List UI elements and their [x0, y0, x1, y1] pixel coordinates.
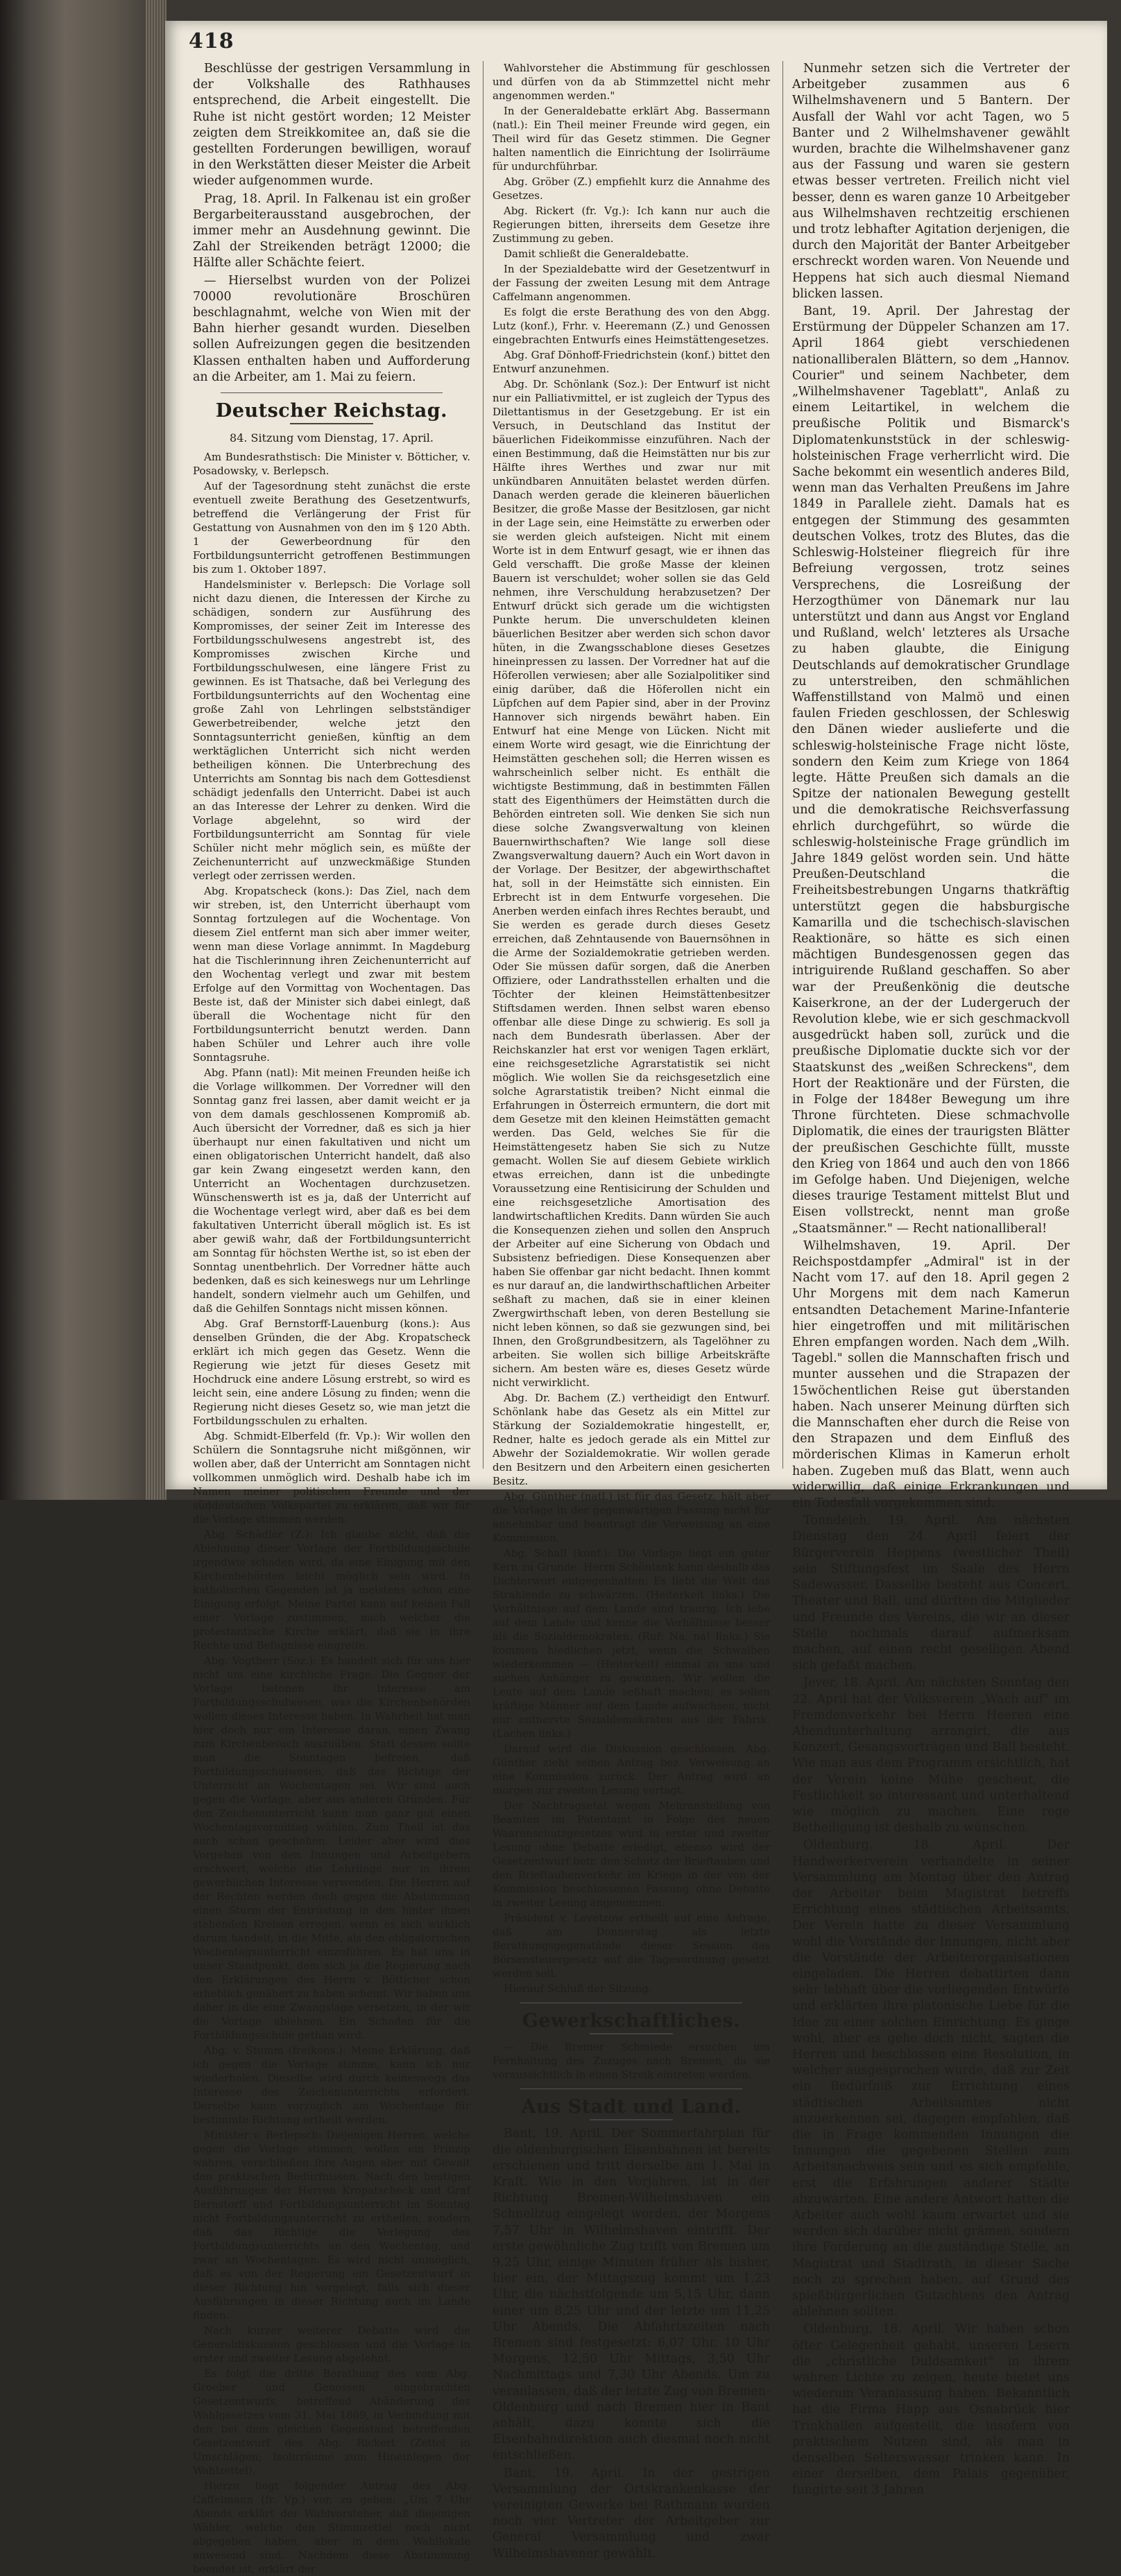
- title-underline: [590, 2033, 673, 2034]
- session-line: 84. Sitzung vom Dienstag, 17. April.: [230, 431, 434, 445]
- paragraph: Oldenburg, 18. April. Der Handwerkerverein verhandelte in seiner Versammlung am Montag über den Antrag der Arbeiter beim Magistrat betreffs Errichtung eines städtischen Arbeitsamts. Der Verein hatte zu dieser Versammlung wohl die Vorstände der Innungen, nicht aber die Vorstände der Arbeiterorganisationen eingeladen. Die Herren debattirten dann sehr lebhaft über die vorliegenden Entwürfe und erklärten ihre platonische Liebe für die Idee zu einer solchen Einrichtung. Es ginge wohl, aber es gehe doch nicht, sagten die Herren und beschlossen eine Resolution, in welcher ausgesprochen wurde, daß zur Zeit ein Bedürfniß zur Errichtung eines städtischen Arbeitsamtes nicht anzuerkennen sei, dagegen empfohlen, daß die in Frage kommenden Innungen die Innungen die gegebenen Stellen zum Arbeitsnachweis sein und es sich empfehle, erst die Erfahrungen anderer Städte abzuwarten. Eine andere Antwort hatten die Arbeiter auch wohl kaum erwartet und sie werden sich darüber nicht grämen, sondern ihre Forderung an die zuständige Stelle, an Magistrat und Stadtrath, in dieser Sache noch zu sprechen haben, auf Grund des spießbürgerlichen Gutachtens den Antrag ablehnen sollten.: [792, 1838, 1070, 2319]
- column-rule: [782, 61, 783, 1469]
- paragraph: Abg. Graf Bernstorff-Lauenburg (kons.): Aus denselben Gründen, die der Abg. Kropatscheck erklärt ich mich gegen das Gesetz. Wenn die Regierung wie jetzt für dieses Gesetz mit Hochdruck eine andere Lösung erstrebt, so wird es leicht sein, eine andere Lösung zu finden; wenn die Regierung nicht dieses Gesetz so, wie man jetzt die Fortbildungsschulen zu erhalten.: [193, 1317, 470, 1428]
- paragraph: Wahlvorsteher die Abstimmung für geschlossen und dürfen von da ab Stimmzettel nicht mehr angenommen werden.": [493, 62, 770, 102]
- paragraph: Jever, 18. April. Am nächsten Sonntag den 22. April hat der Volksverein „Wach auf" im Fremdenverkehr bei Herrn Heeren eine Abendunterhaltung arrangirt, die aus Konzert, Gesangsvorträgen und Ball besteht. Wie man aus dem Programm ersichtlich, hat der Verein keine Mühe gescheut, die Festlichkeit so interessant und unterhaltend wie möglich zu machen. Eine rege Betheiligung ist deshalb zu wünschen.: [792, 1676, 1070, 1835]
- section-title-reichstag: Deutscher Reichstag.: [215, 400, 448, 422]
- paragraph: Bant, 19. April. Der Jahrestag der Erstürmung der Düppeler Schanzen am 17. April 1864 giebt verschiedenen nationalliberalen Blättern, so dem „Hannov. Courier" und seinem Nachbeter, dem „Wilhelmshavener Tageblatt", Anlaß zu einem Leitartikel, in welchem die preußische Politik und Bismarck's Diplomatenkunststück in der schleswig-holsteinischen Frage verherrlicht wird. Die Sache bekommt ein wesentlich anderes Bild, wenn man das Verhalten Preußens im Jahre 1849 in Parallele zieht. Damals hat es entgegen der Stimmung des gesammten deutschen Volkes, trotz des Blutes, das die Schleswig-Holsteiner fliegreich für ihre Befreiung vergossen, trotz seines Versprechens, die Losreißung der Herzogthümer von Dänemark nur lau unterstützt und dann aus Angst vor England und Rußland, welch' letzteres als Ursache zu haben glaubte, die Einigung Deutschlands auf demokratischer Grundlage zu unterstreiben, den schmählichen Waffenstillstand von Malmö und einen faulen Frieden geschlossen, der Schleswig den Dänen wieder auslieferte und die schleswig-holsteinische Frage nicht löste, sondern den Keim zum Kriege von 1864 legte. Hätte Preußen sich damals an die Spitze der nationalen Bewegung gestellt und die demokratische Reichsverfassung ehrlich durchgeführt, so würde die schleswig-holsteinische Frage gründlich im Jahre 1849 gelöst worden sein. Und hätte Preußen-Deutschland die Freiheitsbestrebungen Ungarns thatkräftig unterstützt gegen die habsburgische Kamarilla und die tschechisch-slavischen Reaktionäre, so hätte es sich einen mächtigen Bundesgenossen gegen das intriguirende Rußland geschaffen. So aber war der Preußenkönig die deutsche Kaiserkrone, an der der Ludergeruch der Revolution klebe, wie er sich geschmackvoll ausgedrückt haben soll, zurück und die preußische Diplomatie duckte sich vor der Staatskunst des „weißen Schreckens", dem Hort der Reaktionäre und der Fürsten, die in Folge der 1848er Bewegung um ihre Throne fürchteten. Diese schmachvolle Diplomatik, die eines der traurigsten Blätter der preußischen Geschichte füllt, musste den Krieg von 1864 und auch den von 1866 im Gefolge haben. Und Diejenigen, welche dieses traurige Testament mittelst Blut und Eisen vollstreckt, nennt man große „Staatsmänner." — Recht nationalliberal!: [792, 304, 1070, 1236]
- paragraph: — Hierselbst wurden von der Polizei 70000 revolutionäre Broschüren beschlagnahmt, welche von Wien mit der Bahn hierher gesandt wurden. Dieselben sollen Aufreizungen gegen die besitzenden Klassen enthalten haben und Aufforderung an die Arbeiter, am 1. Mai zu feiern.: [193, 273, 470, 384]
- paragraph: Abg. Vogtherr (Soz.): Es handelt sich für uns hier nicht um eine kirchliche Frage. Die Gegner der Vorlage betonen ihr Interesse am Fortbildungsschulwesen, was die Kirchenbehörden wollen dieses Interesse haben. In Wahrheit hat man hier doch nur ein Interesse daran, einen Zwang zum Kirchenbesuch auszuüben. Statt dessen sollte man die Sonntagen befreien, daß Fortbildungsschulwesen, daß das Richtige der Unterricht an Wochentagen sei. Wir sind auch gegen die Vorlage, aber aus anderen Gründen. Für den Zeichenunterricht kann man ganz gut einen Wochentagsvormittag wählen. Zum Theil ist das auch schon geschehen. Leider aber wird dies Vorgehen von den Innungen und Arbeitgebern erschwert, welche die Lehrlinge nur in ihrem gewerblichen Interesse verwenden. Die Herren auf der Rechten werden doch gegen die Abstimmung einen Sturm der Entrüstung in den hinter ihnen stehenden Kreisen erregen, wenn es sich wirklich darum handelt, in die Mitte, als den obligatorischen Wochentagsunterricht einzuführen. Es hat uns in unser Standpunkt, dem sich ja die Regierung nach den Erklärungen des Herrn v. Bötticher schon erheblich genähert zu haben scheint. Wir haben uns daher in die eine Zwangslage versetzen, in der wir die Vorlage ablehnen. Ein Schaden für die Fortbildungsschule gethan wird.: [193, 1654, 470, 2042]
- paragraph: Am Bundesrathstisch: Die Minister v. Bötticher, v. Posadowsky, v. Berlepsch.: [193, 451, 470, 478]
- column-2: [493, 61, 770, 2561]
- column-rule: [483, 61, 484, 1469]
- paragraph: Abg. Gröber (Z.) empfiehlt kurz die Annahme des Gesetzes.: [493, 175, 770, 202]
- section-title-stadt-und-land: Aus Stadt und Land.: [521, 2096, 742, 2118]
- column-3: [792, 61, 1070, 2498]
- paragraph: In der Generaldebatte erklärt Abg. Bassermann (natl.): Ein Theil meiner Freunde wird gegen, ein Theil wird für das Gesetz stimmen. Die Gegner halten namentlich die Einrichtung der Isolirräume für undurchführbar.: [493, 105, 770, 173]
- paragraph: Wilhelmshaven, 19. April. Der Reichspostdampfer „Admiral" ist in der Nacht vom 17. auf den 18. April gegen 2 Uhr Morgens mit dem nach Kamerun entsandten Detachement Marine-Infanterie hier eingetroffen und mit militärischen Ehren empfangen worden. Nach dem „Wilh. Tagebl." sollen die Mannschaften frisch und munter aussehen und die Strapazen der 15wöchentlichen Reise gut überstanden haben. Nach unserer Meinung dürften sich die Mannschaften eher durch die Reise von den Strapazen und dem Einfluß des mörderischen Klimas in Kamerun erholt haben. Zugeben muß das Blatt, wenn auch widerwillig, daß einige Erkrankungen und ein Todesfall vorgekommen sind.: [792, 1238, 1070, 1511]
- paragraph: Es folgt die erste Berathung des von den Abgg. Lutz (konf.), Frhr. v. Heeremann (Z.) und Genossen eingebrachten Entwurfs eines Heimstättengesetzes.: [493, 306, 770, 346]
- paragraph: Abg. Pfann (natl): Mit meinen Freunden heiße ich die Vorlage willkommen. Der Vorredner will den Sonntag ganz frei lassen, aber damit weicht er ja von dem damals geschlossenen Kompromiß ab. Auch übersicht der Vorredner, daß es sich ja hier überhaupt nur einen fakultativen und nicht um einen obligatorischen Unterricht handelt, daß also gar kein Zwang eingesetzt werden kann, den Unterricht an Wochentagen durchzusetzen. Wünschenswerth ist es ja, daß der Unterricht auf die Wochentage verlegt wird, aber daß es bei dem fakultativen Unterricht überall möglich ist. Es ist aber gewiß wahr, daß der Fortbildungsunterricht am Sonntag für höchsten Werthe ist, so ist eben der Sonntag unentbehrlich. Der Vorredner hätte auch bedenken, daß es sich keineswegs nur um Lehrlinge handelt, sondern vielmehr auch um Gehilfen, und daß die Gehilfen Sonntags nicht missen können.: [193, 1066, 470, 1315]
- paragraph: Darauf wird die Diskussion geschlossen. Abg. Günther zieht seinen Antrag bez. Verweisung an eine Kommission zurück. Der Antrag wird an morgen zur zweiten Lesung vertagt.: [493, 1743, 770, 1797]
- paragraph: Damit schließt die Generaldebatte.: [504, 248, 689, 260]
- page-edges: [146, 0, 166, 1500]
- paragraph: Hierauf Schluß der Sitzung.: [504, 1982, 652, 1995]
- paragraph: Nunmehr setzen sich die Vertreter der Arbeitgeber zusammen aus 6 Wilhelmshavenern und 5 Bantern. Der Ausfall der Wahl vor acht Tagen, wo 5 Banter und 2 Wilhelmshavener gewählt wurden, brachte die Wilhelmshavener ganz aus der Fassung und waren sie gestern etwas besser vertreten. Freilich nicht viel besser, denn es waren ganze 10 Arbeitgeber aus Wilhelmshaven rechtzeitig erschienen und trotz lebhafter Agitation derjenigen, die durch den Majorität der Banter Arbeitgeber erschreckt worden waren. Von Neuende und Heppens hat sich auch diesmal Niemand blicken lassen.: [792, 62, 1070, 301]
- paragraph: Abg. Graf Dönhoff-Friedrichstein (konf.) bittet den Entwurf anzunehmen.: [493, 349, 770, 375]
- title-underline: [290, 423, 373, 424]
- paragraph: Abg. Dr. Bachem (Z.) vertheidigt den Entwurf. Schönlank habe das Gesetz als ein Mittel zur Stärkung der Sozialdemokratie hingestellt, er, Redner, halte es jedoch gerade als ein Mittel zur Abwehr der Sozialdemokratie. Wir wollen gerade den Besitzern und den Arbeitern einen gesicherten Besitz.: [493, 1392, 770, 1487]
- paragraph: Der Nachtragsetat wegen Mehranstellung von Beamten im Patentamt in Folge des neuen Waarenschutzgesetzes wird in erster und zweiter Lesung ohne Debatte erledigt, ebenso wird der Gesetzentwurf betr. den Schutz der Brieftauben und den Brieftaubenverkehr im Kriege in der von der Kommission beschlossenen Fassung ohne Debatte in zweiter Lesung angenommen.: [493, 1799, 770, 1909]
- paragraph: In der Spezialdebatte wird der Gesetzentwurf in der Fassung der zweiten Lesung mit dem Antrage Caffelmann angenommen.: [493, 263, 770, 303]
- title-underline: [590, 2119, 673, 2120]
- paragraph: Abg. Schädler (Z.): Ich glaube nicht, daß die Ablehnung dieser Vorlage der Fortbildungsschule irgendwie schaden wird, da eine Einigung mit den Kirchenbehörden leicht möglich sein wird. In katholischen Gegenden ist ja meistens schon eine Einigung erfolgt. Meine Partei kann auf keinen Fall einer Vorlage zustimmen, nach welcher die protestantische Kirche erklärt, daß sie in ihre Rechte und Befugnisse eingreife.: [193, 1528, 470, 1652]
- divider: [221, 392, 443, 393]
- paragraph: Abg. Schmidt-Elberfeld (fr. Vp.): Wir wollen den Schülern die Sonntagsruhe nicht mißgönnen, wir wollen aber, daß der Unterricht am Sonntagen nicht vollkommen unmöglich wird. Deshalb habe ich im Namen meiner politischen Freunde und der süddeutschen Volkspartei zu erklären, daß wir für die Vorlage stimmen werden.: [193, 1430, 470, 1526]
- paragraph: Beschlüsse der gestrigen Versammlung in der Volkshalle des Rathhauses entsprechend, die Arbeit eingestellt. Die Ruhe ist nicht gestört worden; 12 Meister zeigten dem Streikkomitee an, daß sie die gestellten Forderungen bewilligen, worauf in den Werkstätten dieser Meister die Arbeit wieder aufgenommen wurde.: [193, 62, 470, 189]
- paragraph: Hierzu liegt folgender Antrag des Abg. Caffelmann (fr. Vp.) vor, zu geben: „Um 7 Uhr Abends erklärt der Wahlvorsteher, daß diejenigen Wähler, welche den Stimmzettel noch nicht abgegeben haben, aber in dem Wahllokale anwesend sind. Nachdem diese Abstimmung beendet ist, erklärt der: [193, 2480, 470, 2576]
- paragraph: Abg. Dr. Schönlank (Soz.): Der Entwurf ist nicht nur ein Palliativmittel, er ist zugleich der Typus des Dilettantismus in der Gesetzgebung. Er ist ein Versuch, in Deutschland das Institut der bäuerlichen Fideikommisse einzuführen. Nach der einen Bestimmung, daß die Heimstätten nur bis zur Hälfte ihres Werthes und zwar nur mit unkündbaren Annuitäten belastet werden dürfen. Danach werden gerade die kleineren bäuerlichen Besitzer, die große Masse der Besitzlosen, gar nicht in der Lage sein, eine Heimstätte zu erwerben oder sie werden gleich aufsteigen. Nicht mit einem Worte ist in dem Entwurf gesagt, wie er ihnen das Geld verschafft. Die große Masse der kleinen Bauern ist verschuldet; woher sollen sie das Geld nehmen, ihre Verschuldung herabzusetzen? Der Entwurf drückt sich gerade um die wichtigsten Punkte herum. Die unverschuldeten kleinen bäuerlichen Besitzer aber werden sich schon davor hüten, in die Zwangsschablone dieses Gesetzes hineinpressen zu lassen. Der Vorredner hat auf die Höferollen verwiesen; aber alle Sozialpolitiker sind einig darüber, daß die Höferollen nicht ein Lüpfchen auf dem Papier sind, aber in der Provinz Hannover sich nirgends bewährt haben. Ein Entwurf hat eine Menge von Lücken. Nicht mit einem Worte wird gesagt, wie die Einrichtung der Heimstätten geschehen soll; die Herren wissen es wahrscheinlich selber nicht. Es enthält die wichtigste Bestimmung, daß in bestimmten Fällen statt des Eigenthümers der Heimstätten durch die Behörden eintreten soll. Wie denken Sie sich nun diese solche Zwangsverwaltung von kleinen Bauernwirthschaften? Wie lange soll diese Zwangsverwaltung dauern? Auch ein Wort davon in der Vorlage. Der Besitzer, der abgewirthschaftet hat, soll in der Heimstätte sich einnisten. Ein Erbrecht ist in dem Entwurfe vorgesehen. Die Anerben werden einfach ihres Rechtes beraubt, und Sie werden es gerade durch dieses Gesetz erreichen, daß Zehntausende von Bauernsöhnen in die Arme der Sozialdemokratie getrieben werden. Oder Sie müssen dafür sorgen, daß die Anerben Offiziere, oder Landrathsstellen erhalten und die Töchter der kleinen Heimstättenbesitzer Stiftsdamen werden. Ihnen selbst waren ebenso offenbar alle diese Dinge zu schwierig. Es soll ja nach dem Bundesrath überlassen. Aber der Reichskanzler hat erst vor wenigen Tagen erklärt, eine reichsgesetzliche Agrarstatistik sei nicht möglich. Wie wollen Sie da reichsgesetzlich eine solche Agrarstatistik treiben? Nicht einmal die Erfahrungen in Österreich ermuntern, die dort mit dem Gesetze mit den kleinen Heimstätten gemacht werden. Das Geld, welches Sie für die Heimstättengesetz haben Sie sich zu Nutze gemacht. Wollen Sie auf diesem Gebiete wirklich etwas erreichen, dann ist die unbedingte Voraussetzung eine Rentisicirung der Schulden und eine reichsgesetzliche Amortisation des landwirtschaftlichen Kredits. Dann würden Sie auch die Konsequenzen ziehen und sollen den Anspruch der Arbeiter auf eine Sicherung von Obdach und Subsistenz befriedigen. Diese Konsequenzen aber haben Sie offenbar gar nicht bedacht. Ihnen kommt es nur darauf an, die landwirthschaftlichen Arbeiter seßhaft zu machen, daß sie in einer kleinen Zwergwirthschaft leben, von deren Bestellung sie nicht leben können, so daß sie gezwungen sind, bei Ihnen, den Großgrundbesitzern, als Tagelöhner zu arbeiten. Sie wollen sich billige Arbeitskräfte sichern. Am besten wäre es, dieses Gesetz würde nicht verwirklicht.: [493, 378, 770, 1389]
- paragraph: — Die Bremer Schmiede ersuchen um Fernhaltung des Zuzuges nach Bremen, da sie voraussichtlich in einen Streik eintreten werden.: [493, 2041, 770, 2082]
- paragraph: Abg. Schall (konf.): Die Vorlage liegt ein guter Kern zu Grunde. Herrn Schönlank kann deshalb das Dichterwort entgegenhalten: Es liebt die Welt das Strahlende zu schwärzen. (Heiterkeit links.) Die Verhältnisse auf dem Lande sind traurig. Ich lebe auf dem Lande und kenne die Verhältnisse besser als die Sozialdemokraten. (Ruf: Na, na! links.) Sie kommen hiedlichen jetzt, wenn die Schwalben wiederkommen — (Heiterkeit) einmal zu uns und suchen Anhänger zu gewinnen. Wir wollen die Leute auf dem Lande seßhaft machen; es sollen kräftige Männer auf dem Lande aufwachsen, nicht nur entnervte Sozialdemokraten aus der Fabrik. (Lachen links.): [493, 1547, 770, 1740]
- paragraph: Abg. v. Stumm (freikons.): Meine Erklärung, daß ich gegen die Vorlage stimme, kann ich nur wiederholen. Dieselbe wird durch keineswegs das Interesse des Zeichenunterrichts erfordert. Derselbe kann vorzüglich am Wochentage für bestimmte Richtung ertheilt werden.: [193, 2044, 470, 2127]
- paragraph: Minister v. Berlepsch: Diejenigen Herren, welche gegen die Vorlage stimmen, wollen ein Prinzip wahren, verschließen ihre Augen aber mit Gewalt den praktischen Bedürfnissen. Nach den heutigen Ausführungen der Herren Kropatscheck und Graf Bernstorff und Fortbildungsunterricht im Sonntag nicht Fortbildungsunterricht zu ertheilen, sondern daß das Richtige die Verlegung des Fortbildungsunterrichts an den Wochentag, und zwar an Wochentagen. Es wird nicht unmöglich, daß es von der Regierung ein Gesetzentwurf in dieser Richtung hin vorgelegt, falls sich dieser Ausführungen in dieser Richtung auch im Lande finden.: [193, 2129, 470, 2322]
- paragraph: Abg. Kropatscheck (kons.): Das Ziel, nach dem wir streben, ist, den Unterricht überhaupt vom Sonntag fortzulegen auf die Wochentage. Von diesem Ziel entfernt man sich aber immer weiter, wenn man diese Vorlage annimmt. In Magdeburg hat die Tischlerinnung ihren Zeichenunterricht auf den Wochentag verlegt und zwar mit bestem Erfolge auf den Vormittag von Wochentagen. Das Beste ist, daß der Minister sich dabei einlegt, daß überall die Wochentage nicht für den Fortbildungsunterricht benutzt werden. Dann haben Schüler und Lehrer auch ihre volle Sonntagsruhe.: [193, 885, 470, 1064]
- column-1: [193, 61, 470, 2576]
- paragraph: Handelsminister v. Berlepsch: Die Vorlage soll nicht dazu dienen, die Interessen der Kirche zu schädigen, sondern zur Ausführung des Kompromisses, der seiner Zeit im Interesse des Fortbildungsschulwesens angestrebt ist, des Kompromisses zwischen Kirche und Fortbildungsschulwesen, eine längere Frist zu gewinnen. Es ist Thatsache, daß bei Verlegung des Fortbildungsunterrichts auf den Wochentag eine große Zahl von Lehrlingen selbstständiger Gewerbetreibender, welche jetzt den Sonntagsunterricht genießen, künftig an dem werktäglichen Unterricht sich nicht werden betheiligen können. Die Unterbrechung des Unterrichts am Sonntag bis nach dem Gottesdienst schädigt jedenfalls den Unterricht. Dabei ist auch an das Interesse der Lehrer zu denken. Wird die Vorlage abgelehnt, so wird der Fortbildungsunterricht am Sonntag für viele Schüler nicht mehr möglich sein, es müßte der Zeichenunterricht auf unzweckmäßige Stunden verlegt oder zerrissen werden.: [193, 578, 470, 883]
- paragraph: Bant, 19. April. Der Sommerfahrplan für die oldenburgischen Eisenbahnen ist bereits erschienen und tritt derselbe am 1. Mai in Kraft. Wie in den Vorjahren, ist in der Richtung Bremen-Wilhelmshaven ein Schnellzug eingelegt worden, der Morgens 7,57 Uhr in Wilhelmshaven eintrifft. Der erste gewöhnliche Zug trifft von Bremen um 9,25 Uhr, einige Minuten früher als bisher, hier ein, der Mittagszug kommt um 1,23 Uhr, die nächstfolgende um 5,15 Uhr, dann einer um 8,25 Uhr und der letzte um 11,25 Uhr Abends. Die Abfahrtszeiten nach Bremen sind festgesetzt: 6,07 Uhr, 10 Uhr Morgens, 12,50 Uhr Mittags, 3,50 Uhr Nachmittags und 7,30 Uhr Abends. Um zu veranlassen, daß der letzte Zug von Bremen-Oldenburg und nach Bremen hier in Bant anhält, dazu konnte sich die Eisenbahndirektion auch diesmal noch nicht entschließen.: [493, 2127, 770, 2463]
- paragraph: Es folgt die dritte Berathung des vom Abg. Groeber und Genossen eingebrachten Gesetzentwurfs, betreffend Abänderung des Wahlgesetzes vom 31. Mai 1869, in Verbindung mit den bei dem gleichen Gegenstand betreffenden Gesetzentwurf des Abg. Rickert (Zettel in Umschlägen; Isolirräume zum Hineinlegen der Wahlzettel).: [193, 2367, 470, 2478]
- paragraph: Präsident v. Levetzow ertheilt auf eine Anfrage, daß am Donnerstag als letzte Berathungsgegenstände dieser Session das Börsensteuergesetz auf die Tagesordnung gesetzt werden soll.: [493, 1912, 770, 1980]
- paragraph: Prag, 18. April. In Falkenau ist ein großer Bergarbeiterausstand ausgebrochen, der immer mehr an Ausdehnung gewinnt. Die Zahl der Streikenden beträgt 12000; die Hälfte aller Schächte feiert.: [193, 191, 470, 270]
- book-binding: [0, 0, 164, 1500]
- paragraph: Oldenburg, 18. April. Wir haben schon öfter Gelegenheit gehabt, unseren Lesern die „christliche Duldsamkeit" in ihrem wahren Lichte zu zeigen, heute bietet uns wiederum Veranlassung haben. Bekanntlich hat die Firma Happ aus Osnabrück hier Trinkhallen aufgestellt, die insofern von praktischem Nutzen sind, als man in denselben Selterswasser trinken kann. In einer derselben, dem Palais gegenüber, fungirte seit 3 Jahren: [792, 2322, 1070, 2498]
- paragraph: Abg. Rickert (fr. Vg.): Ich kann nur auch die Regierungen bitten, ihrerseits dem Gesetze ihre Zustimmung zu geben.: [493, 205, 770, 245]
- paragraph: Tonndeich, 19. April. Am nächsten Dienstag den 24. April feiert der Bürgerverein Heppens (westlicher Theil) sein Stiftungsfest im Saale des Herrn Sadewasser. Dasselbe besteht aus Concert, Theater und Ball, und dürften die Mitglieder und Freunde des Vereins, die wir an dieser Stelle nochmals darauf aufmerksam machen, auf einen recht geselligen Abend sich gefaßt machen.: [792, 1514, 1070, 1673]
- paragraph: Auf der Tagesordnung steht zunächst die erste eventuell zweite Berathung des Gesetzentwurfs, betreffend die Verlängerung der Frist für Gestattung von Ausnahmen von den im § 120 Abth. 1 der Gewerbeordnung für den Fortbildungsunterricht getroffenen Bestimmungen bis zum 1. Oktober 1897.: [193, 480, 470, 576]
- newspaper-page: [165, 21, 1107, 2576]
- page-number: 418: [189, 29, 234, 53]
- paragraph: Abg. Günther (natl.) ist für das Gesetz, hält aber die Vorlage in der gegenwärtigen Fassung nicht für annehmbar und beantragt die Verweisung an eine Kommission.: [493, 1490, 770, 1544]
- section-title-gewerkschaftliches: Gewerkschaftliches.: [522, 2010, 741, 2032]
- paragraph: Nach kurzer weiterer Debatte wird die Generaldiskussion geschlossen und die Vorlage in erster und zweiter Lesung abgelehnt.: [193, 2324, 470, 2365]
- paragraph: Bant, 19. April. In der gestrigen Versammlung der Ortskrankenkasse der vereinigten Gewerke bei Rathmann wurden noch vier Vertreter der Arbeitgeber zur General Versammlung und zwar Wilhelmshavener gewählt.: [493, 2466, 770, 2561]
